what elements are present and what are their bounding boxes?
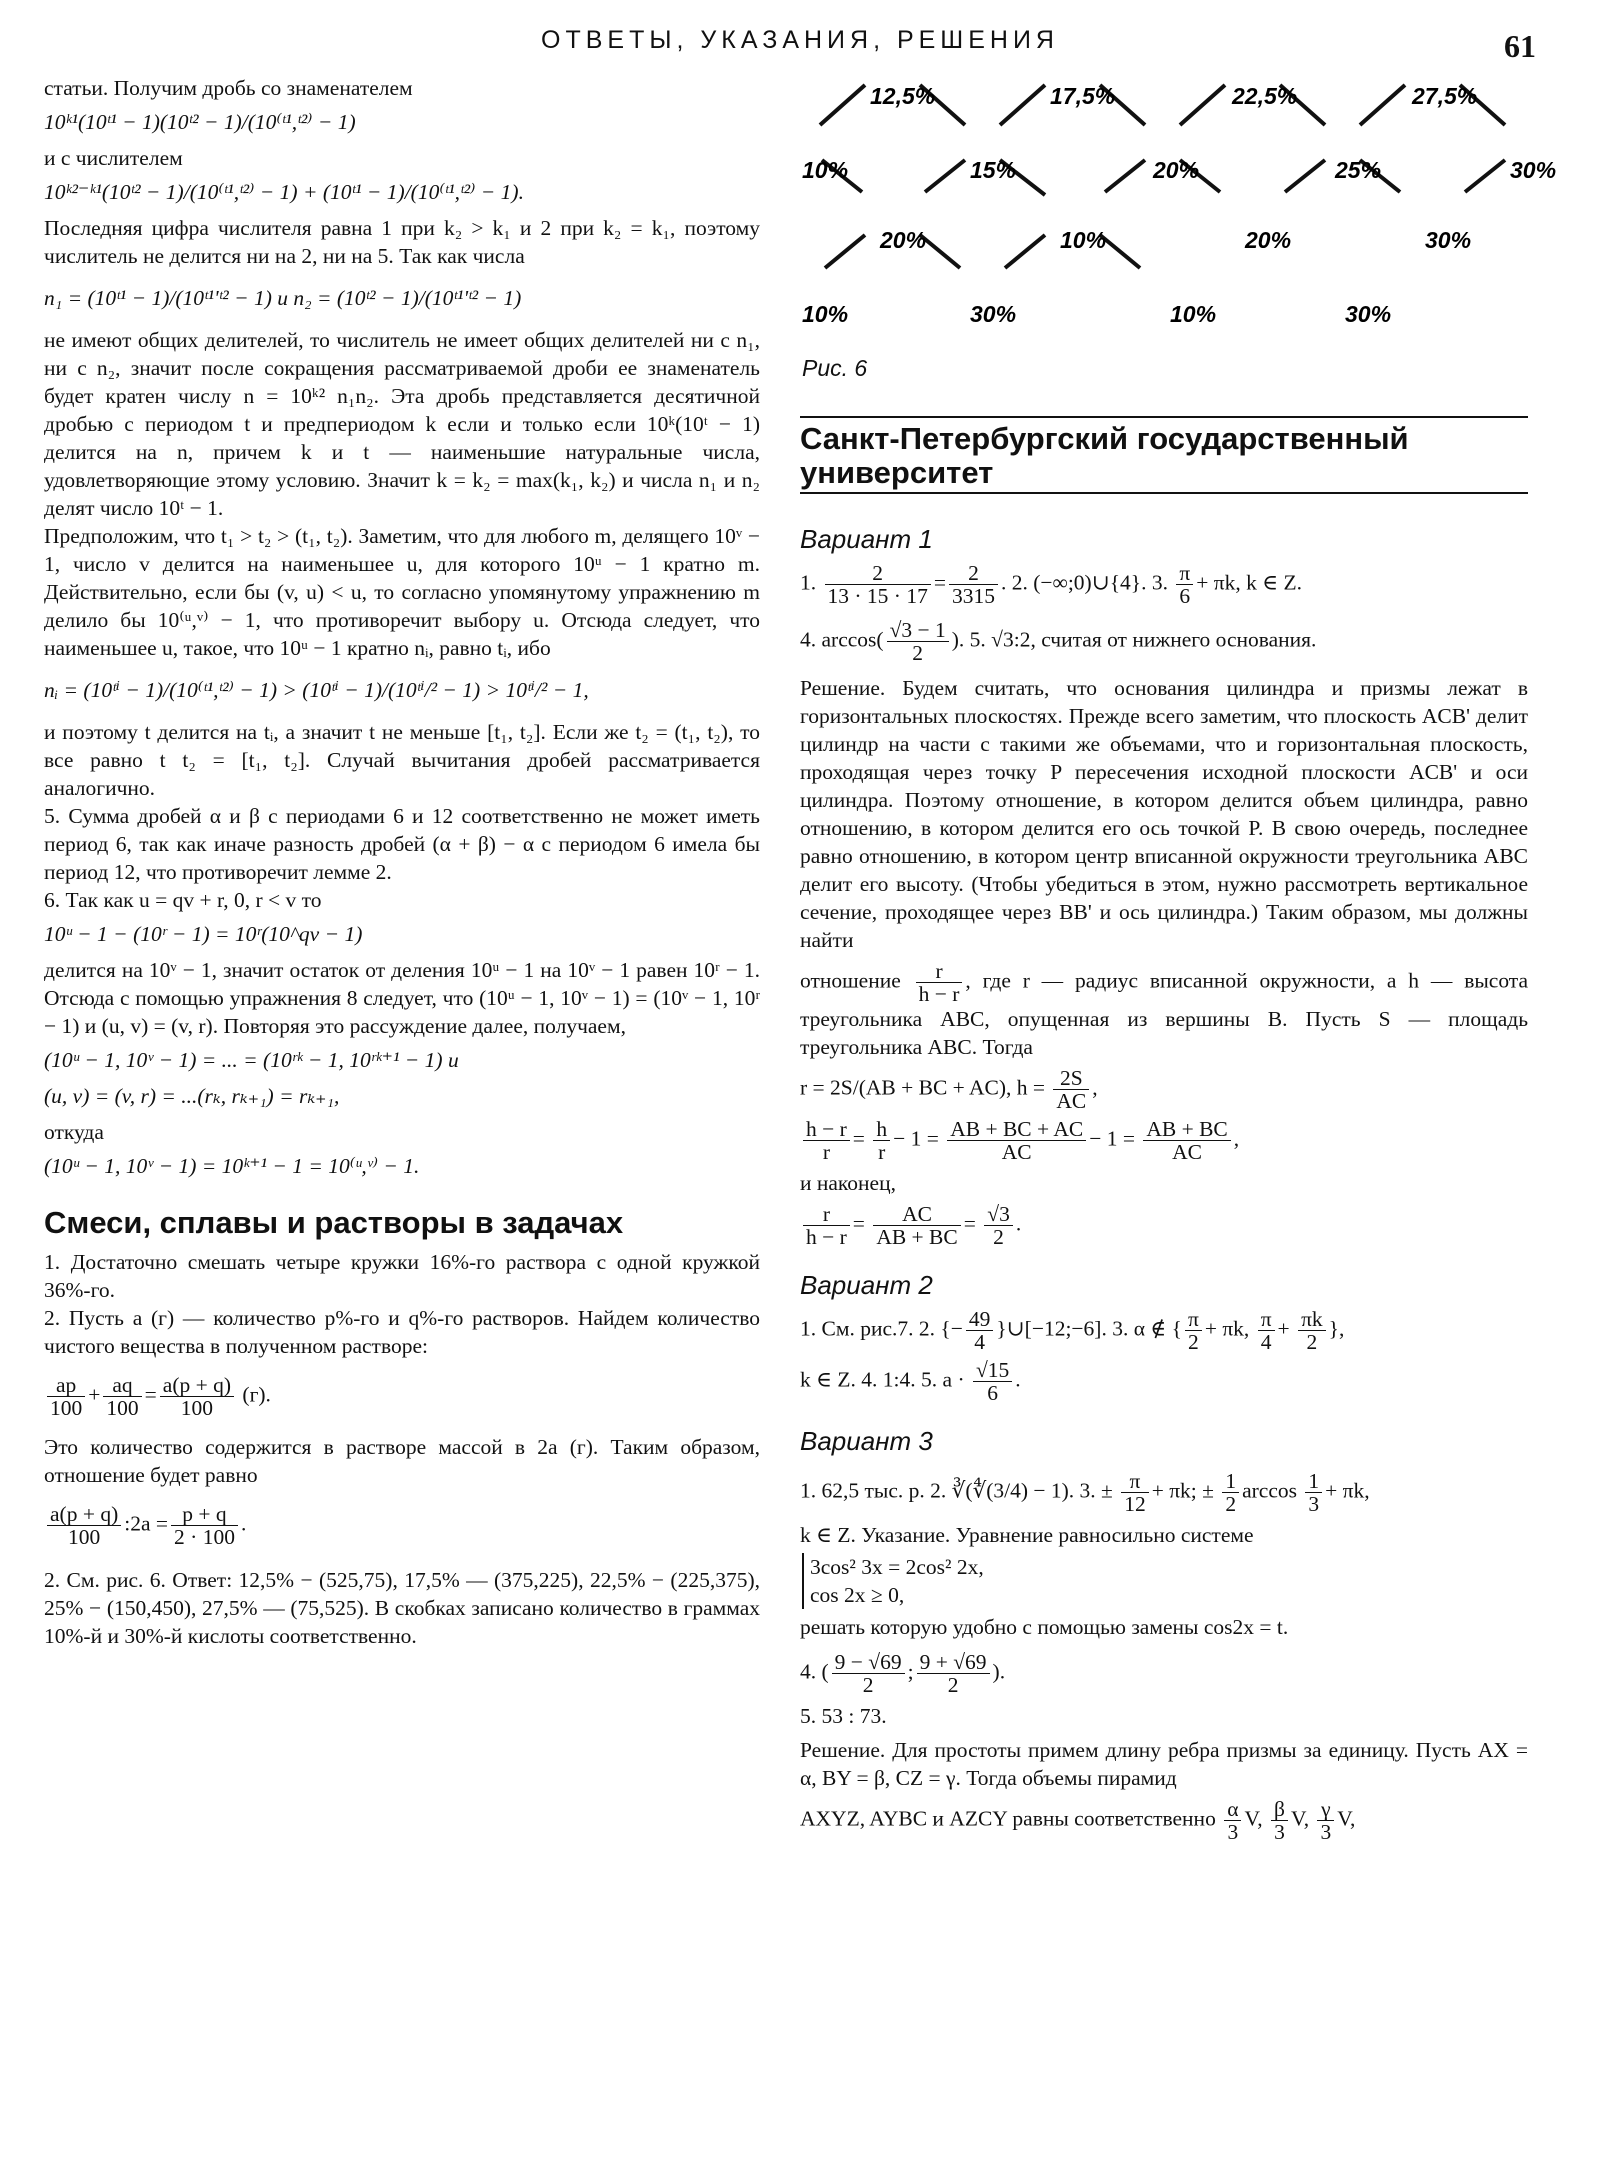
fraction: $\frac{p + q}{2 \cdot 100}$ — [171, 1503, 238, 1548]
fraction: $\frac{\pi}{2}$ — [1185, 1308, 1202, 1353]
tree-node-label: 25% — [1335, 157, 1382, 183]
formula-line: n₁ = (10ᵗ¹ − 1)/(10ᵗ¹'ᵗ² − 1) и n₂ = (10ᵗ² − 1)/(10ᵗ¹'ᵗ² − 1) — [44, 286, 522, 310]
tree-node-label: 20% — [1245, 227, 1292, 253]
tree-node-label: 30% — [1345, 301, 1392, 327]
formula-line: $\frac{a(p + q)}{100}$ :2a = $\frac{p + q}{2 \cdot 100}$ . — [44, 1503, 760, 1548]
equation-system — [802, 1553, 984, 1609]
answer-line: 4. arccos( $\frac{√3 - 1}{2}$ ). 5. √3:2, считая от нижнего основания. — [800, 618, 1317, 665]
fraction: $\frac{\beta}{3}$ — [1271, 1798, 1288, 1843]
formula-line: 10ᵏ¹(10ᵗ¹ − 1)(10ᵗ² − 1)/(10⁽ᵗ¹,ᵗ²⁾ − 1) — [44, 110, 356, 134]
tree-edge — [925, 160, 965, 192]
text-paragraph: 2. См. рис. 6. Ответ: 12,5% − (525,75), 17,5% — (375,225), 22,5% − (225,375), 25% − (150,450), 27,5% — (75,525). В скобках записано количество в граммах 10%-й и 30%-й кислоты соответственно. — [44, 1568, 760, 1648]
answer-line: 1. 62,5 тыс. р. 2. ∛(∜(3/4) − 1). 3. ± $\frac{\pi}{12}$ + πk; ± $\frac{1}{2}$ arccos $\frac{1}{3}$ + πk, — [800, 1469, 1370, 1516]
variant-title: Вариант 1 — [800, 524, 933, 554]
tree-edge — [1105, 160, 1145, 192]
left-column — [44, 74, 760, 1650]
hint-paragraph: k ∈ Z. Указание. Уравнение равносильно системе — [800, 1523, 1254, 1547]
tree-node-label: 15% — [970, 157, 1017, 183]
formula-line: AXYZ, AYBC и AZCY равны соответственно $\frac{\alpha}{3}$ V, $\frac{\beta}{3}$ V, $\frac{\gamma}{3}$ V, — [800, 1797, 1356, 1844]
text-paragraph: 6. Так как u = qv + r, 0, r < v то — [44, 888, 322, 912]
text-paragraph: отношение $\frac{r}{h - r}$ , где r — радиус вписанной окружности, а h — высота треугольника ABC, опущенная из вершины B. Пусть S — площадь треугольника ABC. Тогда — [800, 959, 1528, 1059]
fraction: $\frac{AB + BC}{AC}$ — [1143, 1118, 1230, 1163]
fraction: $\frac{2S}{AC}$ — [1053, 1067, 1089, 1112]
tree-edge — [1285, 160, 1325, 192]
fraction: $\frac{aq}{100}$ — [103, 1374, 141, 1419]
page-number: 61 — [1504, 28, 1536, 64]
text-paragraph: Последняя цифра числителя равна 1 при k₂ > k₁ и 2 при k₂ = k₁, поэтому числитель не делится ни на 2, ни на 5. Так как числа — [44, 216, 760, 268]
tree-node-label: 20% — [1153, 157, 1200, 183]
formula-line: $\frac{ap}{100}$ + $\frac{aq}{100}$ = $\frac{a(p + q)}{100}$ (г). — [44, 1374, 760, 1419]
tree-node-label: 10% — [1060, 227, 1107, 253]
text-paragraph: делится на 10ᵛ − 1, значит остаток от деления 10ᵘ − 1 на 10ᵛ − 1 равен 10ʳ − 1. Отсюда с помощью упражнения 8 следует, что (10ᵘ − 1, 10ᵛ − 1) = (10ᵛ − 1, 10ʳ − 1) и (u, v) = (v, r). Повторяя это рассуждение далее, получаем, — [44, 958, 760, 1038]
fraction: $\frac{√3 - 1}{2}$ — [887, 619, 949, 664]
text-paragraph: и с числителем — [44, 146, 183, 170]
tree-node-label: 10% — [1170, 301, 1217, 327]
fraction: $\frac{a(p + q)}{100}$ — [160, 1374, 234, 1419]
system-equation: cos 2x ≥ 0, — [810, 1583, 905, 1607]
fraction: $\frac{\gamma}{3}$ — [1317, 1798, 1334, 1843]
tree-node-label: 10% — [802, 157, 849, 183]
tree-node-label: 30% — [970, 301, 1017, 327]
fraction: $\frac{AB + BC + AC}{AC}$ — [947, 1118, 1086, 1163]
variant-title: Вариант 2 — [800, 1270, 933, 1300]
tree-edge — [1465, 160, 1505, 192]
fraction: $\frac{r}{h - r}$ — [803, 1203, 850, 1248]
formula-line: $\frac{h - r}{r}$ = $\frac{h}{r}$ − 1 = $\frac{AB + BC + AC}{AC}$ − 1 = $\frac{AB + BC}{AC}$ , — [800, 1118, 1528, 1163]
system-equation: 3cos² 3x = 2cos² 2x, — [810, 1555, 984, 1579]
text-paragraph: 1. Достаточно смешать четыре кружки 16%-го раствора с одной кружкой 36%-го. — [44, 1250, 760, 1302]
fraction: $\frac{1}{3}$ — [1305, 1470, 1322, 1515]
formula-line: 10ᵘ − 1 − (10ʳ − 1) = 10ʳ(10^qv − 1) — [44, 922, 363, 946]
answer-line: 5. 53 : 73. — [800, 1704, 887, 1728]
fraction: $\frac{√15}{6}$ — [973, 1359, 1012, 1404]
fraction: $\frac{r}{h - r}$ — [916, 960, 963, 1005]
formula-line: $\frac{r}{h - r}$ = $\frac{AC}{AB + BC}$ = $\frac{√3}{2}$ . — [800, 1203, 1528, 1248]
formula-line: (10ᵘ − 1, 10ᵛ − 1) = 10ᵏ⁺¹ − 1 = 10⁽ᵘ,ᵛ⁾ − 1. — [44, 1154, 420, 1178]
formula-line: 10ᵏ²⁻ᵏ¹(10ᵗ² − 1)/(10⁽ᵗ¹,ᵗ²⁾ − 1) + (10ᵗ¹ − 1)/(10⁽ᵗ¹,ᵗ²⁾ − 1). — [44, 180, 524, 204]
text-paragraph: 2. Пусть a (г) — количество p%-го и q%-го растворов. Найдем количество чистого вещества в полученном растворе: — [44, 1306, 760, 1358]
text-paragraph: откуда — [44, 1120, 104, 1144]
fraction: $\frac{h - r}{r}$ — [803, 1118, 850, 1163]
text-paragraph: 5. Сумма дробей α и β с периодами 6 и 12 соответственно не может иметь период 6, так как иначе разность дробей (α + β) − α с периодом 6 имела бы период 12, что противоречит лемме 2. — [44, 804, 760, 884]
answer-line: 1. $\frac{2}{13 \cdot 15 \cdot 17}$ = $\frac{2}{3315}$ . 2. (−∞;0)∪{4}. 3. $\frac{\pi}{6}$ + πk, k ∈ Z. — [800, 561, 1303, 608]
section-heading: Смеси, сплавы и растворы в задачах — [44, 1205, 624, 1240]
fraction: $\frac{2}{3315}$ — [949, 562, 998, 607]
fraction: $\frac{1}{2}$ — [1222, 1470, 1239, 1515]
fraction: $\frac{49}{4}$ — [966, 1308, 994, 1353]
text-paragraph: Это количество содержится в растворе массой в 2a (г). Таким образом, отношение будет равно — [44, 1435, 760, 1487]
university-heading: Санкт-Петербургский государственный университет — [800, 416, 1528, 494]
formula-line: nᵢ = (10ᵗⁱ − 1)/(10⁽ᵗ¹,ᵗ²⁾ − 1) > (10ᵗⁱ − 1)/(10ᵗⁱ/² − 1) > 10ᵗⁱ/² − 1, — [44, 678, 589, 702]
tree-node-label: 27,5% — [1412, 83, 1478, 109]
fraction: $\frac{h}{r}$ — [873, 1118, 890, 1163]
fraction: $\frac{√3}{2}$ — [984, 1203, 1013, 1248]
tree-node-label: 22,5% — [1232, 83, 1298, 109]
tree-node-label: 17,5% — [1050, 83, 1116, 109]
text-paragraph: и поэтому t делится на tᵢ, а значит t не меньше [t₁, t₂]. Если же t₂ = (t₁, t₂), то все равно t t₂ = [t₁, t₂]. Случай вычитания дробей рассматривается аналогично. — [44, 720, 760, 800]
formula-line: (u, v) = (v, r) = ...(rₖ, rₖ₊₁) = rₖ₊₁, — [44, 1084, 340, 1108]
mixture-tree-figure — [800, 60, 1560, 350]
figure-caption: Рис. 6 — [802, 355, 868, 381]
text-paragraph: и наконец, — [800, 1171, 896, 1195]
running-head: ОТВЕТЫ, УКАЗАНИЯ, РЕШЕНИЯ — [541, 26, 1059, 54]
tree-edge — [1360, 85, 1405, 125]
tree-edge — [1180, 85, 1225, 125]
fraction: $\frac{9 - √69}{2}$ — [832, 1651, 905, 1696]
right-column — [800, 60, 1557, 1849]
formula-line: r = 2S/(AB + BC + AC), h = $\frac{2S}{AC}$ , — [800, 1066, 1098, 1113]
formula-line: (10ᵘ − 1, 10ᵛ − 1) = ... = (10ʳᵏ − 1, 10ʳᵏ⁺¹ − 1) и — [44, 1048, 459, 1072]
tree-node-label: 30% — [1510, 157, 1557, 183]
text-paragraph: не имеют общих делителей, то числитель не имеет общих делителей ни с n₁, ни с n₂, значит после сокращения рассматриваемой дроби ее знаменатель будет кратен числу n = 10ᵏ² n₁n₂. Эта дробь представляется десятичной дробью с периодом t и предпериодом k если и только если 10ᵏ(10ᵗ − 1) делится на n, причем k и t — наименьшие натуральные числа, удовлетворяющие этому условию. Значит k = k₂ = max(k₁, k₂) и числа n₁ и n₂ делят число 10ᵗ − 1. — [44, 328, 760, 520]
tree-node-label: 12,5% — [870, 83, 936, 109]
fraction: $\frac{\pi}{12}$ — [1121, 1470, 1149, 1515]
tree-edge — [820, 85, 865, 125]
variant-title: Вариант 3 — [800, 1426, 933, 1456]
tree-node-label: 10% — [802, 301, 849, 327]
tree-edge — [1005, 235, 1045, 268]
text-paragraph: Предположим, что t₁ > t₂ > (t₁, t₂). Заметим, что для любого m, делящего 10ᵛ − 1, число v делится на наименьшее u, для которого 10ᵘ − 1 кратно m. Действительно, если бы (v, u) < u, то согласно упомянутому упражнению m делило бы 10⁽ᵘ,ᵛ⁾ − 1, что противоречит выбору u. Отсюда следует, что наименьшее u, такое, что 10ᵘ − 1 кратно nᵢ, равно tᵢ, ибо — [44, 524, 760, 660]
tree-node-label: 30% — [1425, 227, 1472, 253]
fraction: $\frac{9 + √69}{2}$ — [917, 1651, 990, 1696]
tree-edge — [1000, 85, 1045, 125]
fraction: $\frac{\pi}{6}$ — [1176, 562, 1193, 607]
tree-node-label: 20% — [880, 227, 927, 253]
solution-paragraph: Решение. Будем считать, что основания цилиндра и призмы лежат в горизонтальных плоскостях. Прежде всего заметим, что плоскость ACB' делит цилиндр на части с такими же объемами, что и горизонтальная плоскость, проходящая через точку P пересечения исходной плоскости ACB' и оси цилиндра. Поэтому отношение, в котором делится объем цилиндра, равно отношению, в котором делится его ось точкой P. В свою очередь, последнее равно отношению, в котором центр вписанной окружности треугольника ABC делит его высоту. (Чтобы убедиться в этом, нужно рассмотреть вертикальное сечение, проходящее через BB' и ось цилиндра.) Таким образом, мы должны найти — [800, 676, 1528, 952]
fraction: $\frac{a(p + q)}{100}$ — [47, 1503, 121, 1548]
text-paragraph: статьи. Получим дробь со знаменателем — [44, 76, 413, 100]
tree-edge — [825, 235, 865, 268]
answer-line: k ∈ Z. 4. 1:4. 5. a · $\frac{√15}{6}$ . — [800, 1358, 1021, 1405]
fraction: $\frac{\pi k}{2}$ — [1298, 1308, 1326, 1353]
solution-paragraph: Решение. Для простоты примем длину ребра призмы за единицу. Пусть AX = α, BY = β, CZ = γ. Тогда объемы пирамид — [800, 1738, 1528, 1790]
text-paragraph: решать которую удобно с помощью замены cos2x = t. — [800, 1615, 1289, 1639]
fraction: $\frac{2}{13 \cdot 15 \cdot 17}$ — [825, 562, 931, 607]
fraction: $\frac{ap}{100}$ — [47, 1374, 85, 1419]
answer-line: 1. См. рис.7. 2. {− $\frac{49}{4}$ }∪[−12;−6]. 3. α ∉ { $\frac{\pi}{2}$ + πk, $\frac{\pi}{4}$ + $\frac{\pi k}{2}$ }, — [800, 1307, 1345, 1354]
fraction: $\frac{\alpha}{3}$ — [1224, 1798, 1241, 1843]
fraction: $\frac{AC}{AB + BC}$ — [873, 1203, 960, 1248]
answer-line: 4. ( $\frac{9 - √69}{2}$ ; $\frac{9 + √69}{2}$ ). — [800, 1650, 1006, 1697]
fraction: $\frac{\pi}{4}$ — [1258, 1308, 1275, 1353]
